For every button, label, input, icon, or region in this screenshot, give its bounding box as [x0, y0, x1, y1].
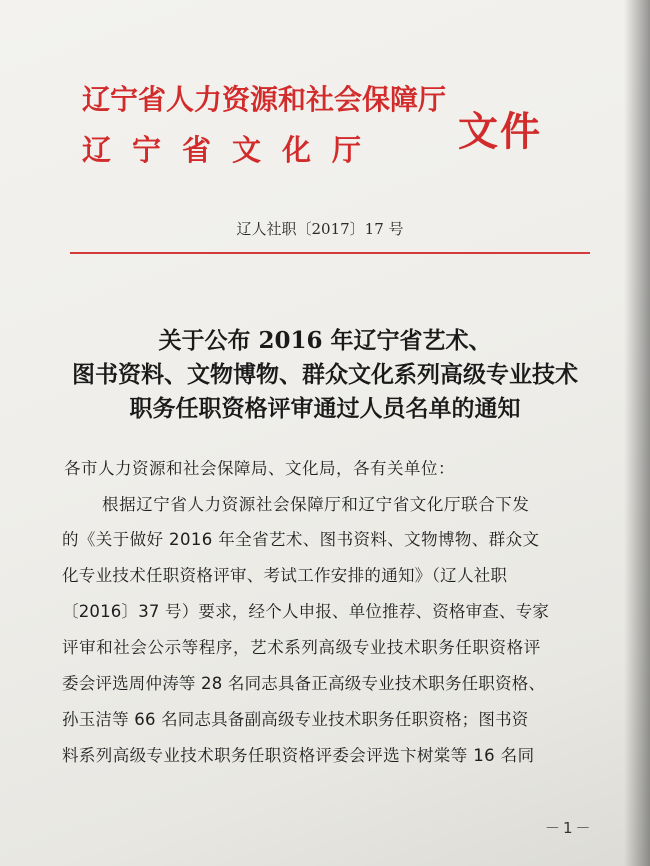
body-line: 根据辽宁省人力资源社会保障厅和辽宁省文化厅联合下发 — [102, 495, 530, 514]
salutation: 各市人力资源和社会保障局、文化局，各有关单位： — [64, 459, 455, 478]
page-number: －1－ — [545, 819, 594, 837]
body-line: 孙玉洁等 66 名同志具备副高级专业技术职务任职资格；图书资 — [62, 710, 529, 729]
title-line-1: 关于公布 2016 年辽宁省艺术、 — [158, 327, 492, 354]
title-line-3: 职务任职资格评审通过人员名单的通知 — [129, 395, 521, 422]
body-line: 的《关于做好 2016 年全省艺术、图书资料、文物博物、群众文 — [62, 530, 540, 549]
body-line: 〔2016〕37 号）要求，经个人申报、单位推荐、资格审查、专家 — [62, 602, 550, 621]
issuer-line-1: 辽宁省人力资源和社会保障厅 — [82, 83, 447, 116]
document-number: 辽人社职〔2017〕17 号 — [236, 220, 404, 238]
body-line: 评审和社会公示等程序，艺术系列高级专业技术职务任职资格评 — [62, 638, 541, 657]
body-line: 料系列高级专业技术职务任职资格评委会评选卞树棠等 16 名同 — [62, 746, 535, 765]
document-type-label: 文件 — [458, 108, 542, 155]
body-line: 化专业技术任职资格评审、考试工作安排的通知》（辽人社职 — [62, 566, 508, 585]
red-divider-line — [70, 252, 590, 254]
title-line-2: 图书资料、文物博物、群众文化系列高级专业技术 — [72, 361, 578, 388]
issuer-line-2: 辽宁省文化厅 — [82, 133, 383, 167]
body-line: 委会评选周仲涛等 28 名同志具备正高级专业技术职务任职资格、 — [62, 674, 546, 693]
page-edge-shadow — [624, 0, 650, 866]
